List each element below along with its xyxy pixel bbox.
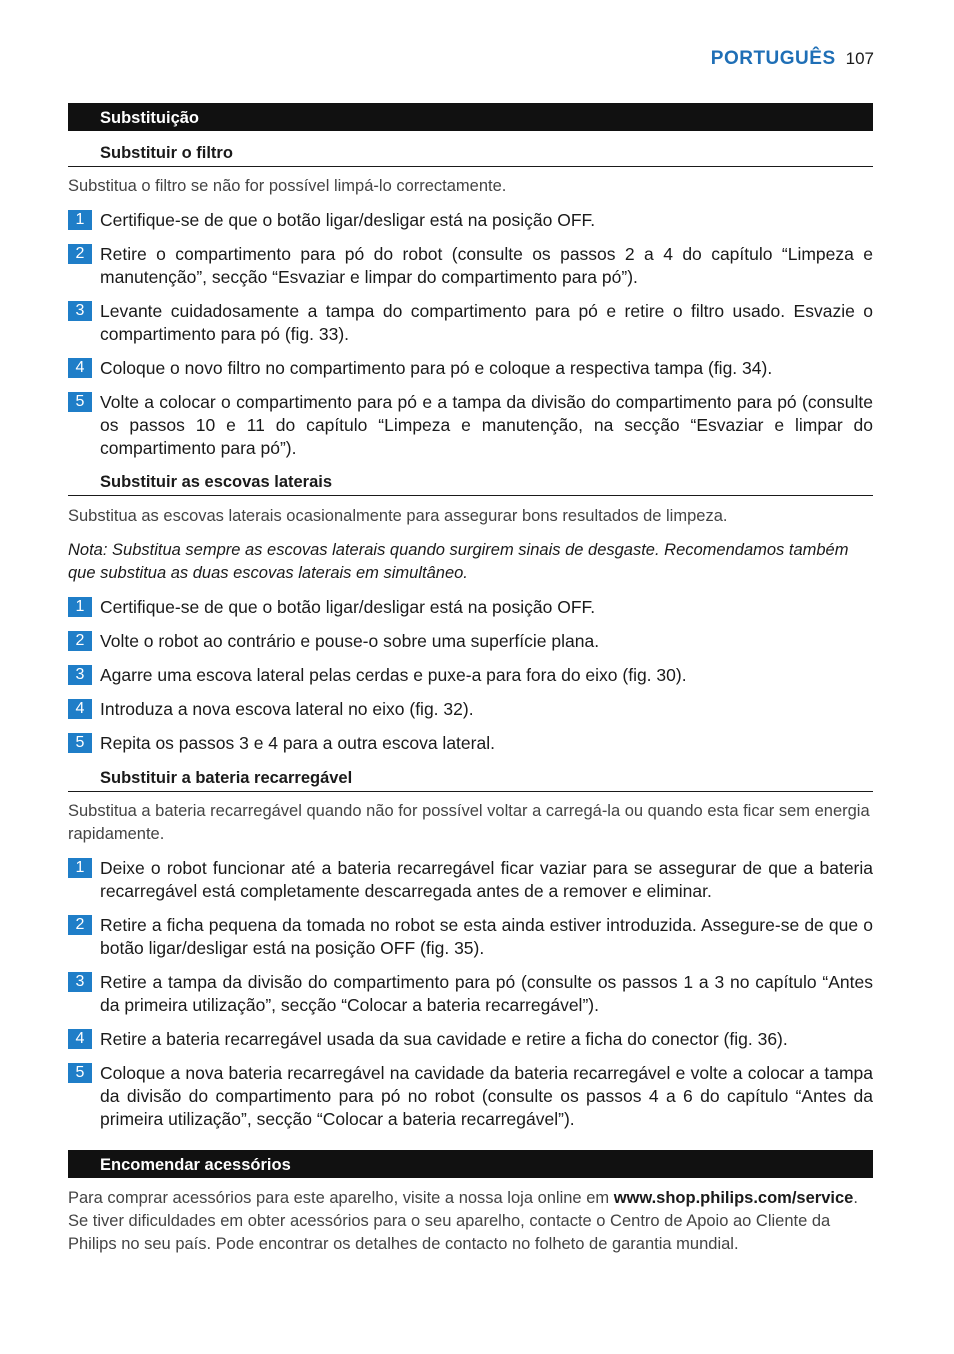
step-number: 3 [68, 665, 92, 685]
brushes-step [68, 698, 873, 721]
step-text: Retire a tampa da divisão do compartimento para pó (consulte os passos 1 a 3 no capítulo “Antes da primeira utilização”, secção “Colocar a bateria recarregável”). [100, 972, 873, 1015]
brushes-intro: Substitua as escovas laterais ocasionalmente para assegurar bons resultados de limpeza. [68, 507, 728, 525]
step-text: Retire a bateria recarregável usada da sua cavidade e retire a ficha do conector (fig. 36). [100, 1029, 788, 1049]
shop-link[interactable]: www.shop.philips.com/service [613, 1189, 854, 1207]
accessories-text-after: . Se tiver dificuldades em obter acessórios para o seu aparelho, contacte o Centro de Apoio ao Cliente da Philips no seu país. Pode encontrar os detalhes de contacto no folheto de garantia mundial. [68, 1189, 858, 1253]
accessories-text [68, 1187, 873, 1256]
brushes-note: Nota: Substitua sempre as escovas laterais quando surgirem sinais de desgaste. Recomendamos também que substitua as duas escovas laterais em simultâneo. [68, 541, 849, 582]
step-text: Volte a colocar o compartimento para pó e a tampa da divisão do compartimento para pó (consulte os passos 10 e 11 do capítulo “Limpeza e manutenção, na secção “Esvaziar e limpar do compartimento para pó”). [100, 392, 873, 458]
battery-step [68, 857, 873, 903]
language-label: PORTUGUÊS [710, 48, 836, 69]
brushes-step [68, 664, 873, 687]
step-number: 2 [68, 631, 92, 651]
battery-step [68, 914, 873, 960]
step-number: 4 [68, 1029, 92, 1049]
filter-step [68, 391, 873, 460]
step-number: 5 [68, 392, 92, 412]
brushes-step [68, 596, 873, 619]
step-text: Retire o compartimento para pó do robot (consulte os passos 2 a 4 do capítulo “Limpeza e manutenção”, secção “Esvaziar e limpar do compartimento para pó”). [100, 244, 873, 287]
step-number: 5 [68, 733, 92, 753]
section-title-replacement: Substituição [68, 103, 873, 131]
step-number: 3 [68, 301, 92, 321]
step-text: Levante cuidadosamente a tampa do compartimento para pó e retire o filtro usado. Esvazie o compartimento para pó (fig. 33). [100, 301, 873, 344]
filter-step [68, 243, 873, 289]
step-text: Coloque o novo filtro no compartimento para pó e coloque a respectiva tampa (fig. 34). [100, 358, 773, 378]
step-text: Volte o robot ao contrário e pouse-o sobre uma superfície plana. [100, 631, 600, 651]
filter-intro: Substitua o filtro se não for possível limpá-lo correctamente. [68, 177, 507, 195]
step-number: 1 [68, 858, 92, 878]
step-text: Retire a ficha pequena da tomada no robot se esta ainda estiver introduzida. Assegure-se de que o botão ligar/desligar está na posição OFF (fig. 35). [100, 915, 873, 958]
battery-step [68, 1028, 873, 1051]
subheading-battery: Substituir a bateria recarregável [68, 766, 873, 792]
section-title-accessories: Encomendar acessórios [68, 1150, 873, 1178]
step-text: Agarre uma escova lateral pelas cerdas e puxe-a para fora do eixo (fig. 30). [100, 665, 687, 685]
step-text: Deixe o robot funcionar até a bateria recarregável ficar vaziar para se assegurar de que a bateria recarregável está completamente descarregada antes de a remover e eliminar. [100, 858, 873, 901]
battery-step [68, 1062, 873, 1131]
step-number: 5 [68, 1063, 92, 1083]
step-text: Certifique-se de que o botão ligar/desligar está na posição OFF. [100, 210, 596, 230]
brushes-step [68, 732, 873, 755]
accessories-text-before: Para comprar acessórios para este aparelho, visite a nossa loja online em [68, 1189, 614, 1207]
brushes-step [68, 630, 873, 653]
step-number: 1 [68, 597, 92, 617]
filter-step [68, 300, 873, 346]
subheading-brushes: Substituir as escovas laterais [68, 470, 873, 496]
battery-step [68, 971, 873, 1017]
page-number: 107 [845, 49, 874, 68]
filter-step [68, 357, 873, 380]
step-number: 2 [68, 244, 92, 264]
subheading-filter: Substituir o filtro [68, 141, 873, 167]
step-text: Repita os passos 3 e 4 para a outra escova lateral. [100, 733, 495, 753]
step-number: 1 [68, 210, 92, 230]
step-text: Coloque a nova bateria recarregável na cavidade da bateria recarregável e volte a colocar a tampa da divisão do compartimento para pó no robot (consulte os passos 4 a 6 do capítulo “Antes da primeira utilização”, secção “Colocar a bateria recarregável”). [100, 1063, 873, 1129]
page-header [711, 48, 874, 70]
step-text: Certifique-se de que o botão ligar/desligar está na posição OFF. [100, 597, 596, 617]
step-text: Introduza a nova escova lateral no eixo (fig. 32). [100, 699, 474, 719]
filter-step [68, 209, 873, 232]
step-number: 4 [68, 699, 92, 719]
step-number: 2 [68, 915, 92, 935]
battery-intro: Substitua a bateria recarregável quando não for possível voltar a carregá-la ou quando esta ficar sem energia rapidamente. [68, 802, 870, 843]
step-number: 4 [68, 358, 92, 378]
step-number: 3 [68, 972, 92, 992]
